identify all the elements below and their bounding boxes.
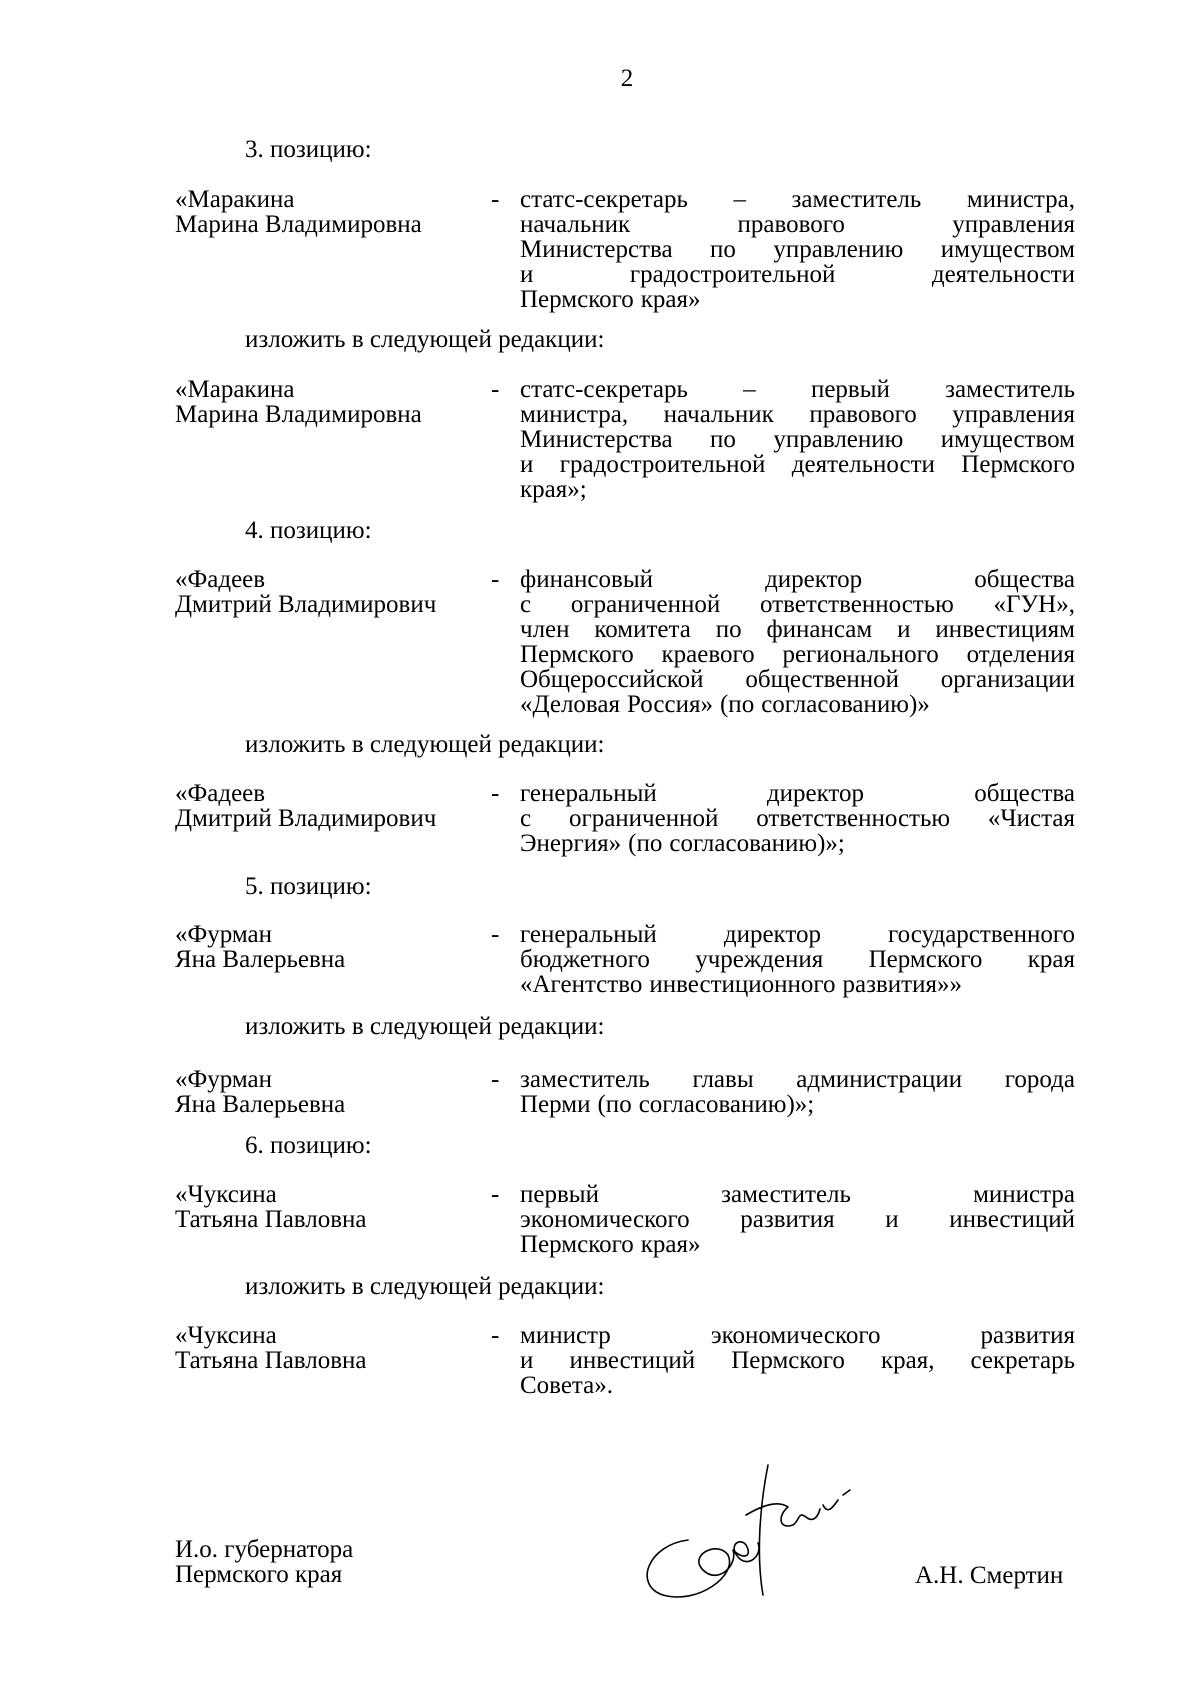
position-word: директор — [766, 780, 865, 807]
position-line — [520, 452, 1075, 477]
position-line — [520, 1182, 1075, 1207]
person-name-line: Марина Владимировна — [175, 211, 422, 238]
position-word: ответственностью — [759, 591, 954, 618]
position-word: и — [520, 451, 534, 478]
position-line — [520, 781, 1075, 806]
person-name — [175, 377, 475, 427]
dash-separator: - — [491, 186, 500, 213]
position-word: начальник — [663, 401, 774, 428]
position-word: инвестиций — [949, 1206, 1075, 1233]
position-word: статс-секретарь — [520, 376, 688, 403]
position-description — [520, 781, 1075, 856]
position-word: министра, — [966, 186, 1075, 213]
position-line — [520, 1207, 1075, 1232]
position-word: деятельности — [931, 261, 1075, 288]
position-description — [520, 1323, 1075, 1398]
position-word: учреждения — [695, 946, 824, 973]
person-name-line: «Маракина — [175, 376, 295, 403]
position-word: министр — [520, 1322, 611, 1349]
position-word: финансовый — [520, 566, 654, 593]
position-word: города — [1004, 1066, 1075, 1093]
position-line — [520, 567, 1075, 592]
position-word: государственного — [888, 921, 1075, 948]
position-word: по — [710, 236, 736, 263]
position-word: края»; — [520, 476, 587, 503]
position-word: «Чистая — [987, 805, 1075, 832]
position-line — [520, 212, 1075, 237]
position-line — [520, 262, 1075, 287]
position-word: генеральный — [520, 780, 657, 807]
position-word: (по — [628, 830, 663, 857]
position-word: заместитель — [791, 186, 922, 213]
position-line — [520, 692, 1075, 717]
section-note-4: изложить в следующей редакции: — [245, 731, 605, 758]
position-word: ограниченной — [570, 591, 721, 618]
entry-new-chuksina — [175, 1323, 1075, 1453]
position-word: бюджетного — [520, 946, 650, 973]
person-name-line: «Маракина — [175, 186, 295, 213]
position-word: заместитель — [945, 376, 1075, 403]
position-word: управлению — [773, 426, 904, 453]
position-word: ограниченной — [568, 805, 719, 832]
position-line — [520, 237, 1075, 262]
person-name-line: «Фадеев — [175, 566, 266, 593]
dash-separator: - — [491, 1181, 500, 1208]
page-number: 2 — [620, 65, 634, 92]
position-word: согласованию)»; — [669, 830, 845, 857]
position-line — [520, 592, 1075, 617]
dash-separator: - — [491, 1066, 500, 1093]
position-word: правового — [737, 211, 845, 238]
position-word: градостроительной — [559, 451, 766, 478]
position-word: имуществом — [940, 236, 1075, 263]
person-name-line: Татьяна Павловна — [175, 1206, 367, 1233]
position-word: имуществом — [940, 426, 1075, 453]
section-heading-5: 5. позицию: — [245, 873, 372, 900]
position-word: по — [715, 616, 742, 643]
position-word: Россия» — [627, 691, 713, 718]
position-word: развития — [980, 1322, 1075, 1349]
person-name — [175, 1323, 475, 1373]
position-word: и — [520, 261, 534, 288]
position-word: и — [520, 1347, 534, 1374]
position-word: краевого — [661, 641, 755, 668]
position-line — [520, 922, 1075, 947]
position-word: правового — [809, 401, 917, 428]
person-name-line: «Фадеев — [175, 780, 266, 807]
position-line — [520, 1348, 1075, 1373]
position-line — [520, 1373, 1075, 1398]
position-word: – — [733, 186, 746, 213]
position-word: и — [885, 1206, 899, 1233]
position-word: Совета». — [520, 1372, 614, 1399]
person-name — [175, 922, 475, 972]
section-heading-4: 4. позицию: — [245, 517, 372, 544]
person-name-line: Яна Валерьевна — [175, 1091, 346, 1118]
position-word: края, — [880, 1347, 935, 1374]
position-word: комитета — [594, 616, 691, 643]
position-word: администрации — [796, 1066, 963, 1093]
person-name-line: Дмитрий Владимирович — [175, 591, 437, 618]
position-line — [520, 972, 1075, 997]
position-word: развития — [740, 1206, 835, 1233]
person-name — [175, 187, 475, 237]
position-word: член — [520, 616, 570, 643]
entry-old-fadeev — [175, 566, 1075, 718]
section-note-3: изложить в следующей редакции: — [245, 326, 605, 353]
position-word: Пермского — [868, 946, 983, 973]
position-line — [520, 831, 1075, 856]
position-word: Министерства — [520, 236, 673, 263]
position-word: «Агентство — [520, 971, 643, 998]
position-word: инвестиций — [569, 1347, 696, 1374]
position-line — [520, 427, 1075, 452]
position-word: первый — [520, 1181, 599, 1208]
signature-position — [175, 1537, 353, 1587]
dash-separator: - — [491, 566, 500, 593]
position-line — [520, 642, 1075, 667]
position-line — [520, 947, 1075, 972]
position-word: директор — [765, 566, 863, 593]
position-word: главы — [692, 1066, 754, 1093]
position-word: с — [520, 805, 532, 832]
position-description — [520, 1067, 1075, 1117]
person-name-line: «Фурман — [175, 1066, 272, 1093]
person-name-line: «Чуксина — [175, 1181, 277, 1208]
position-word: Министерства — [520, 426, 673, 453]
position-word: Пермского — [961, 451, 1075, 478]
position-word: инвестиционного — [649, 971, 836, 998]
handwritten-signature — [628, 1445, 858, 1605]
dash-separator: - — [491, 1322, 500, 1349]
dash-separator: - — [491, 376, 500, 403]
position-word: общества — [974, 780, 1075, 807]
position-description — [520, 377, 1075, 502]
dash-separator: - — [491, 780, 500, 807]
position-word: заместитель — [721, 1181, 851, 1208]
position-word: управления — [952, 401, 1075, 428]
position-word: генеральный — [520, 921, 657, 948]
position-word: Пермского — [731, 1347, 845, 1374]
position-line — [520, 1323, 1075, 1348]
position-word: края» — [640, 286, 701, 313]
position-word: и — [897, 616, 911, 643]
position-word: (по — [597, 1091, 632, 1118]
entry-new-marakina — [175, 377, 1075, 507]
position-line — [520, 617, 1075, 642]
position-line — [520, 377, 1075, 402]
person-name-line: Татьяна Павловна — [175, 1347, 367, 1374]
position-word: деятельности — [791, 451, 935, 478]
position-word: Пермского — [520, 1231, 634, 1258]
position-word: первый — [810, 376, 890, 403]
entry-old-marakina — [175, 187, 1075, 317]
person-name-line: Дмитрий Владимирович — [175, 805, 437, 832]
signature-position-line-1: И.о. губернатора — [175, 1536, 354, 1563]
position-word: Энергия» — [520, 830, 622, 857]
position-word: финансам — [766, 616, 873, 643]
position-word: министра, — [520, 401, 629, 428]
position-word: министра — [973, 1181, 1075, 1208]
position-word: Пермского — [520, 286, 634, 313]
person-name — [175, 781, 475, 831]
position-word: согласованию)» — [761, 691, 930, 718]
position-word: секретарь — [970, 1347, 1075, 1374]
position-line — [520, 187, 1075, 212]
position-word: статс-секретарь — [520, 186, 688, 213]
person-name-line: «Фурман — [175, 921, 272, 948]
person-name-line: Яна Валерьевна — [175, 946, 346, 973]
person-name — [175, 1067, 475, 1117]
position-word: общества — [974, 566, 1075, 593]
person-name-line: Марина Владимировна — [175, 401, 422, 428]
position-line — [520, 1092, 1075, 1117]
person-name — [175, 1182, 475, 1232]
position-word: «ГУН», — [993, 591, 1075, 618]
position-description — [520, 187, 1075, 312]
position-word: Пермского — [520, 641, 634, 668]
position-line — [520, 402, 1075, 427]
position-word: Общероссийской — [520, 666, 704, 693]
position-word: согласованию)»; — [638, 1091, 815, 1118]
position-word: организации — [940, 666, 1075, 693]
section-note-5: изложить в следующей редакции: — [245, 1013, 605, 1040]
position-word: экономического — [710, 1322, 881, 1349]
position-word: регионального — [782, 641, 939, 668]
position-line — [520, 1067, 1075, 1092]
section-note-6: изложить в следующей редакции: — [245, 1273, 605, 1300]
position-line — [520, 287, 1075, 312]
position-word: общественной — [745, 666, 899, 693]
dash-separator: - — [491, 921, 500, 948]
position-word: градостроительной — [629, 261, 836, 288]
position-word: управлению — [773, 236, 904, 263]
position-word: с — [520, 591, 532, 618]
position-word: управления — [952, 211, 1075, 238]
position-line — [520, 667, 1075, 692]
position-word: ответственностью — [756, 805, 951, 832]
position-word: – — [743, 376, 756, 403]
position-word: директор — [723, 921, 821, 948]
position-description — [520, 1182, 1075, 1257]
position-word: экономического — [520, 1206, 690, 1233]
position-line — [520, 1232, 1075, 1257]
position-line — [520, 477, 1075, 502]
position-word: отделения — [966, 641, 1075, 668]
position-word: инвестициям — [935, 616, 1075, 643]
position-description — [520, 922, 1075, 997]
signature-position-line-2: Пермского края — [175, 1561, 343, 1588]
section-heading-6: 6. позицию: — [245, 1132, 372, 1159]
position-word: развития»» — [842, 971, 962, 998]
position-word: Перми — [520, 1091, 591, 1118]
signer-name: А.Н. Смертин — [915, 1562, 1064, 1589]
person-name-line: «Чуксина — [175, 1322, 277, 1349]
position-description — [520, 567, 1075, 717]
position-word: края» — [640, 1231, 701, 1258]
person-name — [175, 567, 475, 617]
position-line — [520, 806, 1075, 831]
position-word: заместитель — [520, 1066, 650, 1093]
position-word: (по — [719, 691, 755, 718]
position-word: начальник — [520, 211, 631, 238]
position-word: «Деловая — [520, 691, 620, 718]
section-heading-3: 3. позицию: — [245, 136, 372, 163]
position-word: по — [710, 426, 736, 453]
position-word: края — [1027, 946, 1075, 973]
